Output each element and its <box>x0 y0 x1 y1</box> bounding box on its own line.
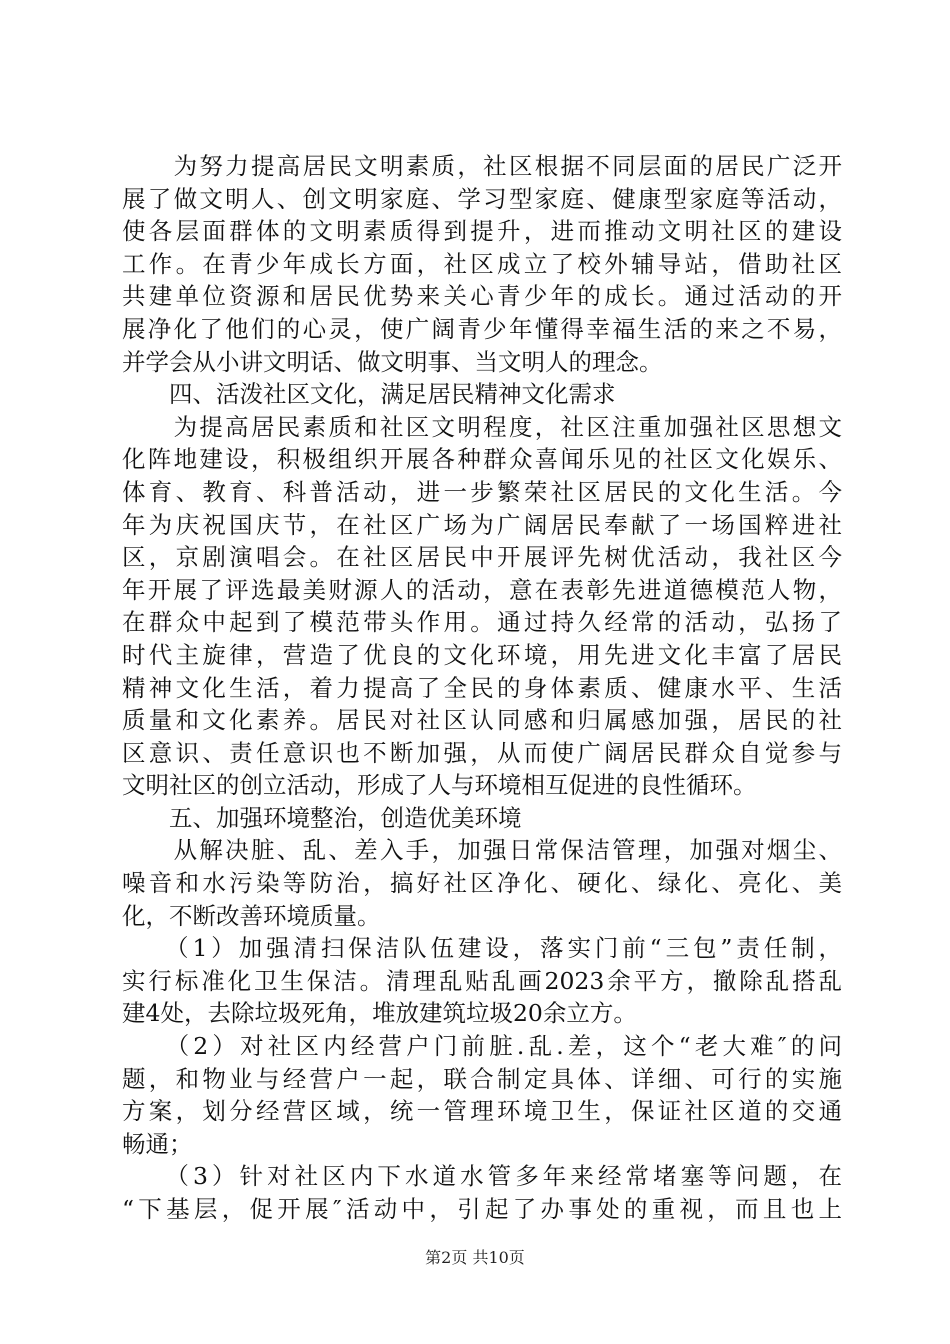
text-line: 实行标准化卫生保洁。清理乱贴乱画2023余平方，撤除乱搭乱 <box>122 966 842 995</box>
text-line: 化，不断改善环境质量。 <box>122 901 381 930</box>
text-line: 使各层面群体的文明素质得到提升，进而推动文明社区的建设 <box>122 217 842 246</box>
page-footer: 第2页 共10页 <box>425 1248 525 1267</box>
text-line: 噪音和水污染等防治，搞好社区净化、硬化、绿化、亮化、美 <box>122 869 842 898</box>
text-line: 时代主旋律，营造了优良的文化环境，用先进文化丰富了居民 <box>122 640 842 669</box>
text-line: 并学会从小讲文明话、做文明事、当文明人的理念。 <box>122 347 663 376</box>
text-line: 建4处，去除垃圾死角，堆放建筑垃圾20余立方。 <box>122 999 637 1028</box>
text-line: 体育、教育、科普活动，进一步繁荣社区居民的文化生活。今 <box>122 477 842 506</box>
text-line: 四、活泼社区文化，满足居民精神文化需求 <box>122 380 616 409</box>
text-line: 展了做文明人、创文明家庭、学习型家庭、健康型家庭等活动， <box>122 184 842 213</box>
text-line: （3）针对社区内下水道水管多年来经常堵塞等问题，在 <box>122 1162 842 1191</box>
text-line: 区意识、责任意识也不断加强，从而使广阔居民群众自觉参与 <box>122 738 842 767</box>
text-line: 化阵地建设，积极组织开展各种群众喜闻乐见的社区文化娱乐、 <box>122 445 842 474</box>
text-line: 从解决脏、乱、差入手，加强日常保洁管理，加强对烟尘、 <box>122 836 842 865</box>
text-line: 质量和文化素养。居民对社区认同感和归属感加强，居民的社 <box>122 706 842 735</box>
text-line: 文明社区的创立活动，形成了人与环境相互促进的良性循环。 <box>122 771 757 800</box>
text-line: 方案，划分经营区域，统一管理环境卫生，保证社区道的交通 <box>122 1097 842 1126</box>
text-line: 年为庆祝国庆节，在社区广场为广阔居民奉献了一场国粹进社 <box>122 510 842 539</box>
text-line: 五、加强环境整治，创造优美环境 <box>122 803 522 832</box>
text-line: （1）加强清扫保洁队伍建设，落实门前“三包”责任制， <box>122 934 842 963</box>
text-line: 区，京剧演唱会。在社区居民中开展评先树优活动，我社区今 <box>122 543 842 572</box>
text-line: 年开展了评选最美财源人的活动，意在表彰先进道德模范人物， <box>122 575 842 604</box>
text-line: 为努力提高居民文明素质，社区根据不同层面的居民广泛开 <box>122 152 842 180</box>
text-line: 畅通； <box>122 1129 193 1158</box>
text-line: 工作。在青少年成长方面，社区成立了校外辅导站，借助社区 <box>122 249 842 278</box>
text-line: 精神文化生活，着力提高了全民的身体素质、健康水平、生活 <box>122 673 842 702</box>
text-line: 在群众中起到了模范带头作用。通过持久经常的活动，弘扬了 <box>122 608 842 637</box>
text-line: 为提高居民素质和社区文明程度，社区注重加强社区思想文 <box>122 412 842 441</box>
text-line: 题，和物业与经营户一起，联合制定具体、详细、可行的实施 <box>122 1064 842 1093</box>
text-line: 共建单位资源和居民优势来关心青少年的成长。通过活动的开 <box>122 282 842 311</box>
text-line: 展净化了他们的心灵，使广阔青少年懂得幸福生活的来之不易， <box>122 314 842 343</box>
text-line: （2）对社区内经营户门前脏.乱.差，这个“老大难″的问 <box>122 1032 842 1061</box>
text-line: “下基层，促开展″活动中，引起了办事处的重视，而且也上 <box>122 1195 842 1223</box>
document-body <box>122 150 842 1226</box>
